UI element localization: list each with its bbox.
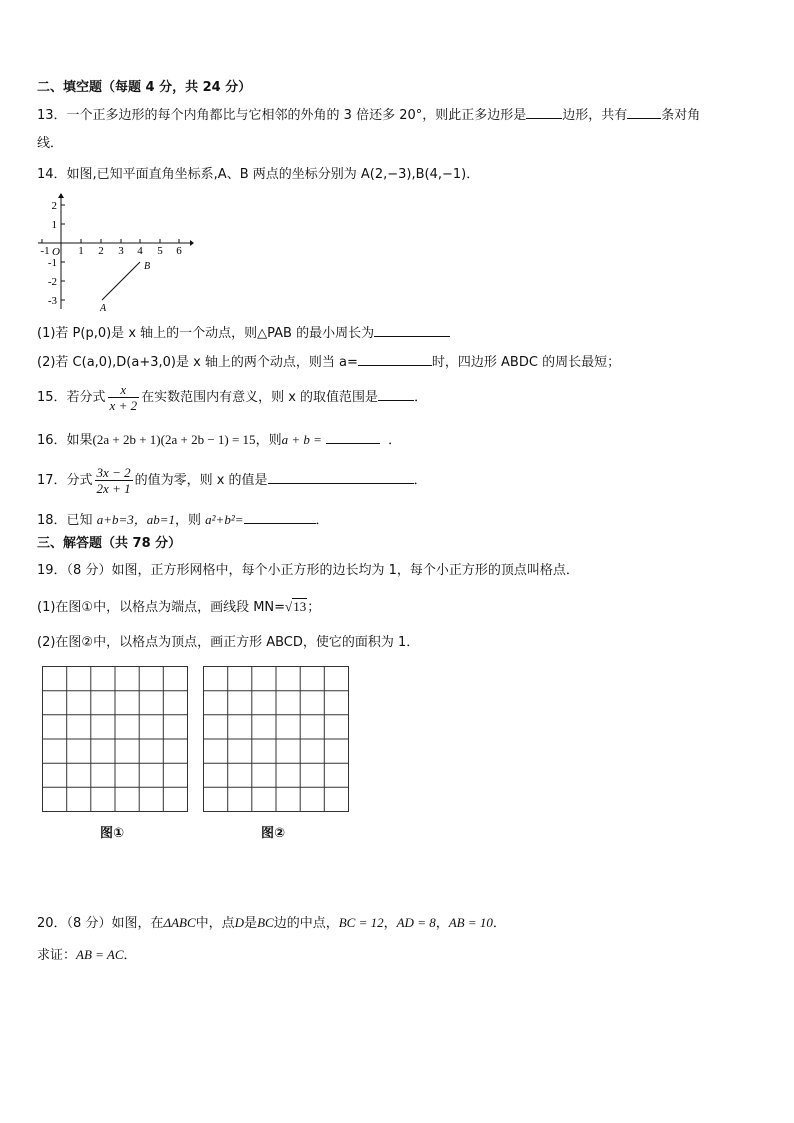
q20-triangle: ΔABC: [163, 915, 196, 930]
x-tick-label: 5: [157, 245, 163, 257]
q13-text-b: 边形，共有: [562, 108, 628, 123]
q20-point-d: D: [234, 915, 245, 930]
q20-mid3: 边的中点，: [273, 916, 339, 931]
y-tick-label: -3: [47, 295, 57, 307]
point-a-label: A: [99, 303, 107, 314]
q18-condition: a+b=3，ab=1: [96, 512, 176, 527]
question-20-text: [37, 913, 506, 934]
y-tick-label: -1: [47, 257, 57, 269]
question-19-sub1: [37, 597, 320, 618]
q18-ask: a²+b²=: [205, 512, 244, 527]
q18-prefix: 18．已知: [37, 513, 97, 528]
q16-end: ．: [388, 433, 402, 448]
q20-proof-end: ．: [123, 948, 137, 963]
q20-segment-bc: BC: [257, 915, 274, 930]
q17-frac-denominator: 2x + 1: [96, 481, 131, 496]
q14-sub1-text: (1)若 P(p,0)是 x 轴上的一个动点，则△PAB 的最小周长为: [37, 326, 375, 341]
x-tick-label: 4: [137, 245, 143, 257]
question-13-line1: [37, 104, 700, 126]
x-tick-label: -1: [40, 245, 50, 257]
q16-ask: a + b =: [281, 432, 322, 447]
origin-label: O: [52, 246, 60, 258]
q13-text-a: 13．一个正多边形的每个内角都比与它相邻的外角的 3 倍还多 20°，则此正多边形是: [37, 108, 527, 123]
section-title-fill-blank: 二、填空题（每题 4 分，共 24 分）: [37, 80, 252, 95]
question-14-text: 14．如图,已知平面直角坐标系,A、B 两点的坐标分别为 A(2,−3),B(4,−1)．: [37, 167, 480, 182]
y-axis-arrow: [58, 193, 64, 198]
q13-answer-blank-1[interactable]: [526, 104, 562, 119]
q18-answer-blank[interactable]: [244, 509, 316, 524]
question-14-sub1: [37, 322, 450, 344]
y-tick-label: 2: [51, 200, 57, 212]
x-tick-label: 2: [98, 245, 104, 257]
q17-fraction: [95, 465, 133, 496]
q14-answer-blank-2[interactable]: [358, 351, 432, 366]
q18-end: ．: [315, 513, 329, 528]
grid-figure-1[interactable]: [42, 666, 190, 814]
q20-mid1: 中，点: [195, 916, 235, 931]
y-tick-label: 1: [51, 219, 57, 231]
q17-suffix: 的值为零，则 x 的值是: [134, 473, 268, 488]
q19-sub1-text: (1)在图①中，以格点为端点，画线段 MN=: [37, 600, 286, 615]
q17-end: ．: [413, 473, 427, 488]
q17-prefix: 17．分式: [37, 473, 93, 488]
question-16: [37, 429, 401, 451]
question-20-proof: [37, 945, 137, 966]
q14-sub2-text-b: 时，四边形 ABDC 的周长最短；: [431, 355, 621, 370]
question-18: [37, 509, 329, 531]
q17-frac-numerator: 3x − 2: [96, 465, 131, 480]
q20-proof-equation: AB = AC: [76, 947, 124, 962]
q16-expression: (2a + 2b + 1)(2a + 2b − 1) = 15: [92, 432, 256, 447]
q18-mid: ，则: [175, 513, 206, 528]
q17-answer-blank[interactable]: [268, 469, 414, 484]
q15-prefix: 15．若分式: [37, 390, 106, 405]
q19-sub1-end: ；: [307, 600, 321, 615]
q15-end: ．: [414, 390, 428, 405]
segment-ab: [102, 262, 140, 300]
q20-prefix: 20．（8 分）如图，在: [37, 916, 164, 931]
section-title-solve: 三、解答题（共 78 分）: [37, 536, 182, 551]
q15-answer-blank[interactable]: [378, 386, 414, 401]
q14-sub2-text-a: (2)若 C(a,0),D(a+3,0)是 x 轴上的两个动点，则当 a=: [37, 355, 358, 370]
q16-prefix: 16．如果: [37, 433, 93, 448]
x-axis-arrow: [190, 240, 194, 246]
q16-answer-blank[interactable]: [326, 429, 380, 444]
q20-proof-label: 求证：: [37, 948, 77, 963]
figure-1-caption: 图①: [100, 826, 125, 841]
sqrt-radicand: 13: [293, 599, 307, 614]
q13-answer-blank-2[interactable]: [627, 104, 661, 119]
q15-fraction: [108, 382, 140, 413]
q20-sep: ，: [435, 916, 449, 931]
x-tick-label: 1: [78, 245, 84, 257]
q15-frac-denominator: x + 2: [109, 398, 138, 413]
q15-suffix: 在实数范围内有意义，则 x 的取值范围是: [141, 390, 379, 405]
x-tick-label: 3: [118, 245, 124, 257]
q20-eq-ad: AD = 8: [396, 915, 436, 930]
sqrt-13: √13: [285, 599, 307, 614]
question-13-line2: 线．: [37, 136, 64, 151]
q20-sep: ，: [383, 916, 397, 931]
q14-answer-blank-1[interactable]: [374, 322, 450, 337]
q20-eq-ab: AB = 10: [448, 915, 493, 930]
q20-mid2: 是: [244, 916, 258, 931]
question-19-sub2: (2)在图②中，以格点为顶点，画正方形 ABCD，使它的面积为 1．: [37, 635, 420, 650]
y-tick-label: -2: [47, 276, 57, 288]
q20-eq-bc: BC = 12: [338, 915, 384, 930]
question-15: [37, 381, 427, 415]
question-17: [37, 464, 427, 498]
coordinate-graph: [34, 191, 196, 315]
question-14-sub2: [37, 351, 620, 373]
figure-2-caption: 图②: [261, 826, 286, 841]
point-b-label: B: [144, 261, 151, 272]
q13-text-c: 条对角: [661, 108, 701, 123]
q15-frac-numerator: x: [108, 382, 140, 398]
q20-end: ．: [492, 916, 506, 931]
grid-figure-2[interactable]: [203, 666, 351, 814]
question-19-text: 19．（8 分）如图，正方形网格中，每个小正方形的边长均为 1，每个小正方形的顶点叫格点．: [37, 563, 579, 578]
x-tick-label: 6: [176, 245, 182, 257]
q16-mid: ，则: [255, 433, 282, 448]
